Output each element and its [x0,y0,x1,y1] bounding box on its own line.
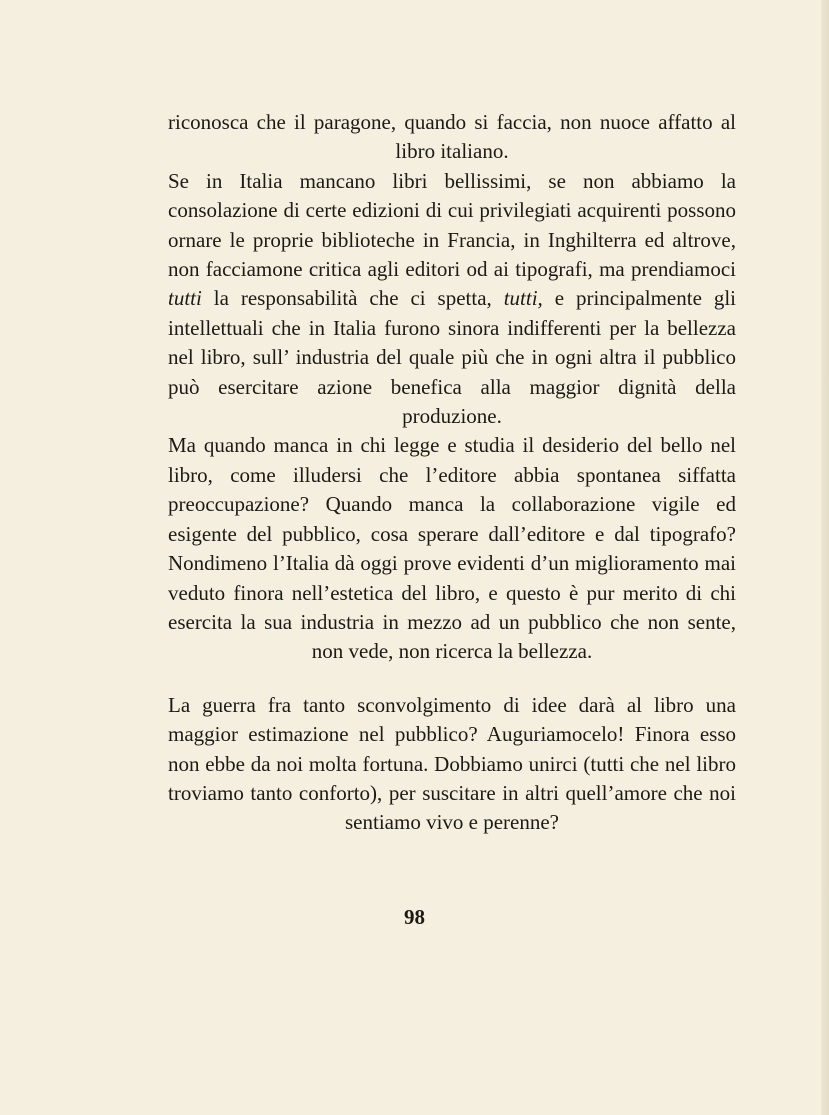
paragraph-2-text-start: Se in Italia mancano libri bellissimi, se non abbiamo la consolazione di certe edizioni di cui privilegiati acquirenti possono ornare le proprie biblioteche in Francia, in Inghilterra ed altrove, non facciamone critica agli editori od ai tipografi, ma prendiamoci [168,168,736,282]
paragraph-2-text-middle: la responsabilità che ci spetta, [201,286,504,311]
body-text [168,108,736,838]
paragraph-2 [168,167,736,432]
paragraph-3-text: Ma quando manca in chi legge e studia il desiderio del bello nel libro, come illudersi che l’editore abbia spontanea siffatta preoccupazione? Quando manca la collaborazione vigile ed esigente del pubblico, cosa sperare dall’editore e dal tipografo? Nondimeno l’Italia dà oggi prove evidenti d’un miglioramento mai veduto finora nell’estetica del libro, e questo è pur merito di chi esercita la sua industria in mezzo ad un pubblico che non sente, non vede, non ricerca la bellezza. [168,433,736,664]
paragraph-1 [168,108,736,167]
paragraph-2-text-end: e principalmente gli intellettuali che in Italia furono sinora indifferenti per la bellezza nel libro, sull’ industria del quale più che in ogni altra il pubblico può esercitare azione benefica alla maggior dignità della produzione. [168,286,736,429]
paragraph-4-text: La guerra fra tanto sconvolgimento di idee darà al libro una maggior estimazione nel pubblico? Auguriamocelo! Finora esso non ebbe da noi molta fortuna. Dobbiamo unirci (tutti che nel libro troviamo tanto conforto), per suscitare in altri quell’amore che noi sentiamo vivo e perenne? [168,692,736,835]
page-edge [821,0,829,1115]
paragraph-1-text: riconosca che il paragone, quando si faccia, non nuoce affatto al libro italiano. [168,110,736,164]
paragraph-2-italic-1: tutti [168,286,202,311]
page-number: 98 [404,905,425,929]
paragraph-2-italic-2: tutti, [503,286,543,311]
paragraph-4 [168,691,736,838]
paragraph-3 [168,431,736,666]
